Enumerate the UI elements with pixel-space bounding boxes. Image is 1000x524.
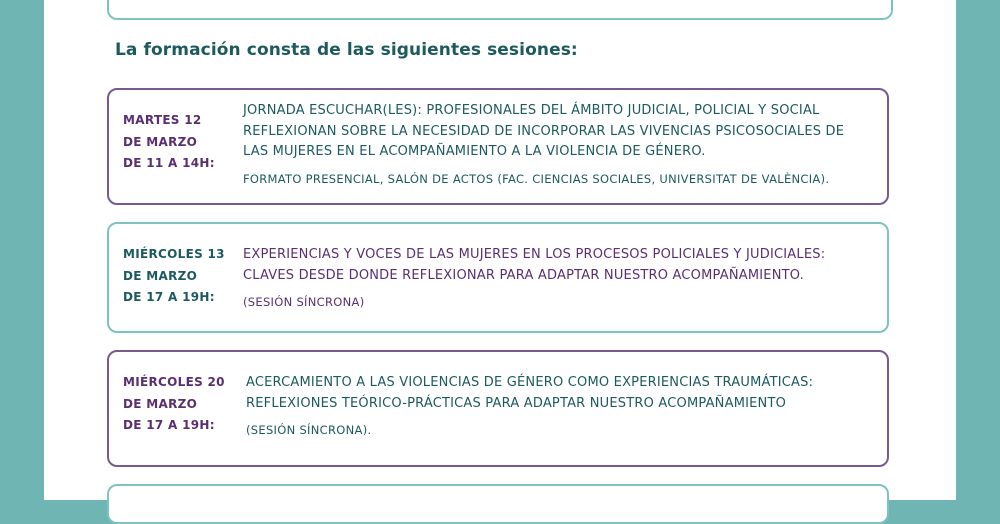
session-date-day: MARTES 12: [123, 113, 202, 127]
session-date: [123, 244, 235, 309]
session-date-month: DE MARZO: [123, 268, 198, 283]
session-date-time: DE 17 A 19H:: [123, 290, 215, 304]
session-description-line: CLAVES DESDE DONDE REFLEXIONAR PARA ADAPTAR NUESTRO ACOMPAÑAMIENTO.: [243, 267, 805, 283]
session-date-time: DE 17 A 19H:: [123, 418, 215, 432]
session-description-line: EXPERIENCIAS Y VOCES DE LAS MUJERES EN LOS PROCESOS POLICIALES Y JUDICIALES:: [243, 247, 826, 262]
session-date-day: MIÉRCOLES 13: [123, 247, 225, 261]
sessions-heading: La formación consta de las siguientes sesiones:: [115, 40, 578, 60]
session-description: [243, 101, 877, 189]
session-description-line: REFLEXIONES TEÓRICO-PRÁCTICAS PARA ADAPTAR NUESTRO ACOMPAÑAMIENTO: [246, 395, 787, 411]
session-card: [107, 88, 889, 205]
session-date: [123, 372, 235, 437]
previous-section-card: [107, 0, 893, 20]
session-date-month: DE MARZO: [123, 134, 198, 149]
session-description-line: ACERCAMIENTO A LAS VIOLENCIAS DE GÉNERO COMO EXPERIENCIAS TRAUMÁTICAS:: [246, 375, 814, 390]
session-date-day: MIÉRCOLES 20: [123, 375, 225, 389]
session-date-time: DE 11 A 14H:: [123, 156, 215, 170]
session-description-line: REFLEXIONAN SOBRE LA NECESIDAD DE INCORPORAR LAS VIVENCIAS PSICOSOCIALES DE: [243, 123, 845, 139]
next-session-card: [107, 484, 889, 524]
session-card: [107, 222, 889, 333]
session-date-month: DE MARZO: [123, 396, 198, 411]
session-format-note: FORMATO PRESENCIAL, SALÓN DE ACTOS (FAC. CIENCIAS SOCIALES, UNIVERSITAT DE VALÈNCIA).: [243, 171, 830, 186]
session-description-line: LAS MUJERES EN EL ACOMPAÑAMIENTO A LA VIOLENCIA DE GÉNERO.: [243, 144, 706, 159]
session-date: [123, 110, 235, 175]
session-description: [243, 245, 877, 313]
session-card: [107, 350, 889, 467]
session-format-note: (SESIÓN SÍNCRONA): [243, 295, 365, 309]
session-description: [246, 373, 877, 441]
session-format-note: (SESIÓN SÍNCRONA).: [246, 423, 372, 437]
session-description-line: JORNADA ESCUCHAR(LES): PROFESIONALES DEL ÁMBITO JUDICIAL, POLICIAL Y SOCIAL: [243, 103, 820, 118]
document-page: [44, 0, 956, 500]
